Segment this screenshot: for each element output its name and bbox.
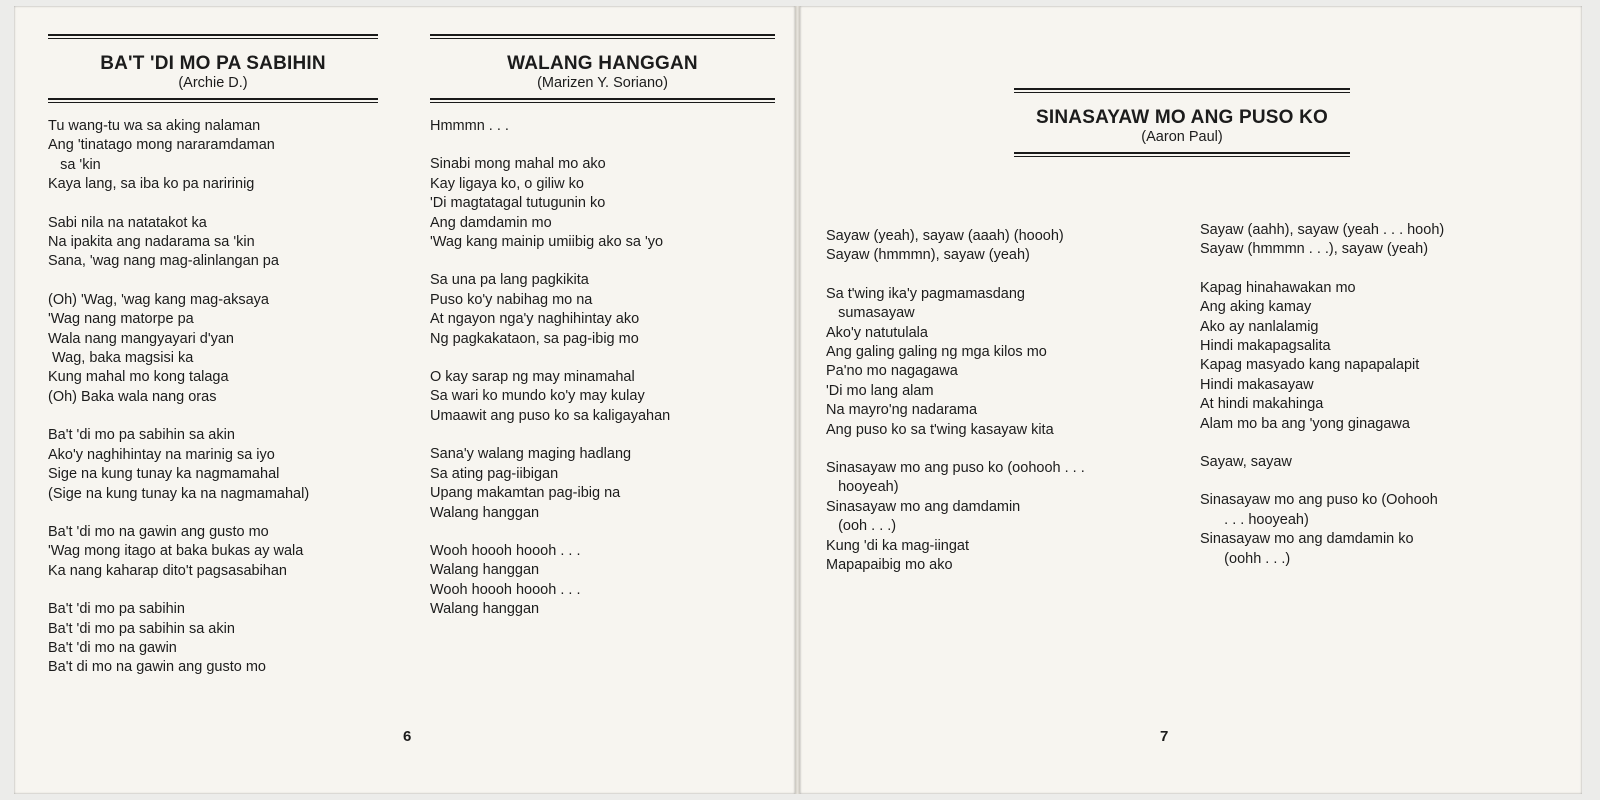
song-author: (Marizen Y. Soriano) <box>537 75 668 91</box>
lyric-line: Ako ay nanlalamig <box>1200 318 1319 335</box>
song-author: (Aaron Paul) <box>1141 129 1223 145</box>
lyric-line: Umaawit ang puso ko sa kaligayahan <box>430 407 671 424</box>
lyric-line: (Oh) Baka wala nang oras <box>48 388 217 405</box>
lyric-line: Ang 'tinatago mong nararamdaman <box>48 137 275 154</box>
lyric-line: Ba't 'di mo pa sabihin sa akin <box>48 427 235 444</box>
lyric-line: (Oh) 'Wag, 'wag kang mag-aksaya <box>48 291 269 308</box>
lyric-line: Ba't 'di mo pa sabihin <box>48 601 185 618</box>
song-title: SINASAYAW MO ANG PUSO KO <box>1036 107 1328 128</box>
lyric-line: Walang hanggan <box>430 562 540 579</box>
lyric-line: Kapag masyado kang napapalapit <box>1200 357 1420 374</box>
song-author: (Archie D.) <box>178 75 248 91</box>
lyric-line: Sayaw (hmmmn), sayaw (yeah) <box>826 247 1030 264</box>
lyric-line: Na mayro'ng nadarama <box>826 402 978 419</box>
title-rule-top <box>48 34 378 39</box>
title-rule-top <box>430 34 775 39</box>
lyric-line: Ba't 'di mo na gawin ang gusto mo <box>48 523 269 540</box>
song-title: BA'T 'DI MO PA SABIHIN <box>100 53 326 74</box>
song-walang-hanggan <box>430 34 775 639</box>
lyric-line: Sa wari ko mundo ko'y may kulay <box>430 388 645 405</box>
lyric-line: Walang hanggan <box>430 601 540 618</box>
stanza <box>1200 279 1570 434</box>
stanza <box>430 445 775 523</box>
lyric-line: Ng pagkakataon, sa pag-ibig mo <box>430 330 639 347</box>
lyric-line: Kaya lang, sa iba ko pa naririnig <box>48 176 255 193</box>
lyric-line: Na ipakita ang nadarama sa 'kin <box>48 234 255 251</box>
stanza <box>1200 221 1570 260</box>
lyric-line: At hindi makahinga <box>1200 396 1324 413</box>
lyric-line: Kung mahal mo kong talaga <box>48 369 229 386</box>
lyric-line: Ba't 'di mo na gawin <box>48 639 177 656</box>
stanza <box>430 542 775 620</box>
lyric-line: Sinasayaw mo ang damdamin <box>826 498 1021 515</box>
lyric-line: Ka nang kaharap dito't pagsasabihan <box>48 562 287 579</box>
lyric-line: Sana'y walang maging hadlang <box>430 446 632 463</box>
lyric-line: Ang aking kamay <box>1200 299 1312 316</box>
lyric-line: Sinasayaw mo ang damdamin ko <box>1200 531 1414 548</box>
lyric-line: Sa una pa lang pagkikita <box>430 272 589 289</box>
song-bat-di-mo-pa-sabihin <box>48 34 378 697</box>
lyric-line: Sayaw (yeah), sayaw (aaah) (hoooh) <box>826 228 1064 244</box>
lyric-line: Hindi makasayaw <box>1200 376 1314 393</box>
lyric-line: Ba't 'di mo pa sabihin sa akin <box>48 620 235 637</box>
lyric-line: Sinabi mong mahal mo ako <box>430 156 606 173</box>
title-rule-bottom <box>1014 152 1350 157</box>
stanza <box>48 117 378 195</box>
lyric-line: 'Wag kang mainip umiibig ako sa 'yo <box>430 234 664 251</box>
lyric-line: (oohh . . .) <box>1200 550 1291 567</box>
stanza <box>826 285 1196 440</box>
lyric-line: sumasayaw <box>826 305 915 322</box>
lyric-line: Sayaw (aahh), sayaw (yeah . . . hooh) <box>1200 222 1445 238</box>
stanza <box>430 271 775 349</box>
stanza <box>826 227 1196 266</box>
lyric-line: Kung 'di ka mag-iingat <box>826 537 970 554</box>
stanza <box>48 291 378 407</box>
lyric-line: Walang hanggan <box>430 504 540 521</box>
lyric-line: (Sige na kung tunay ka na nagmamahal) <box>48 485 310 502</box>
lyric-line: Kapag hinahawakan mo <box>1200 279 1356 296</box>
lyric-line: Wooh hoooh hoooh . . . <box>430 542 581 559</box>
stanza <box>826 459 1196 575</box>
lyric-line: Ako'y naghihintay na marinig sa iyo <box>48 446 275 463</box>
lyric-line: Hindi makapagsalita <box>1200 338 1331 355</box>
lyric-line: Puso ko'y nabihag mo na <box>430 291 593 308</box>
stanza <box>430 155 775 252</box>
title-rule-top <box>1014 88 1350 93</box>
stanza <box>48 523 378 581</box>
lyric-line: Sayaw (hmmmn . . .), sayaw (yeah) <box>1200 241 1429 258</box>
booklet-page-right <box>800 6 1582 794</box>
lyric-line: Ang damdamin mo <box>430 214 552 231</box>
lyric-line: Alam mo ba ang 'yong ginagawa <box>1200 415 1410 432</box>
song-title: WALANG HANGGAN <box>507 53 698 74</box>
lyric-line: Sayaw, sayaw <box>1200 454 1292 471</box>
lyric-line: Ang galing galing ng mga kilos mo <box>826 344 1047 361</box>
lyric-line: Sana, 'wag nang mag-alinlangan pa <box>48 253 279 270</box>
stanza <box>1200 453 1570 472</box>
lyric-line: Sa t'wing ika'y pagmamasdang <box>826 285 1025 302</box>
lyric-line: 'Di magtatagal tutugunin ko <box>430 195 606 212</box>
lyrics-body <box>430 117 775 620</box>
stanza <box>430 117 775 136</box>
stanza <box>430 368 775 426</box>
lyric-line: Ang puso ko sa t'wing kasayaw kita <box>826 421 1054 438</box>
lyric-line: Hmmmn . . . <box>430 118 509 134</box>
page-number-right: 7 <box>1160 728 1169 745</box>
lyric-line: Upang makamtan pag-ibig na <box>430 485 621 502</box>
title-rule-bottom <box>48 98 378 103</box>
lyrics-column-right <box>1200 221 1570 588</box>
lyric-line: At ngayon nga'y naghihintay ako <box>430 311 640 328</box>
lyric-line: Tu wang-tu wa sa aking nalaman <box>48 118 261 134</box>
song-header-sinasayaw <box>1014 88 1350 157</box>
lyric-line: Wala nang mangyayari d'yan <box>48 330 235 347</box>
lyric-line: Sinasayaw mo ang puso ko (Oohooh <box>1200 492 1438 509</box>
lyric-line: . . . hooyeah) <box>1200 511 1309 528</box>
title-rule-bottom <box>430 98 775 103</box>
lyric-line: O kay sarap ng may minamahal <box>430 369 635 386</box>
lyric-line: 'Di mo lang alam <box>826 382 934 399</box>
lyric-line: sa 'kin <box>48 156 101 173</box>
lyric-line: Sa ating pag-iibigan <box>430 465 559 482</box>
lyric-line: Ako'y natutulala <box>826 324 928 341</box>
lyric-line: Mapapaibig mo ako <box>826 557 953 574</box>
lyric-line: 'Wag mong itago at baka bukas ay wala <box>48 543 304 560</box>
stanza <box>48 426 378 504</box>
lyric-line: Sinasayaw mo ang puso ko (oohooh . . . <box>826 460 1085 477</box>
lyric-line: (ooh . . .) <box>826 518 897 535</box>
page-number-left: 6 <box>403 728 412 745</box>
lyric-line: Sige na kung tunay ka nagmamahal <box>48 466 280 483</box>
stanza <box>48 214 378 272</box>
booklet-page-left <box>14 6 795 794</box>
stanza <box>1200 491 1570 569</box>
lyric-line: Kay ligaya ko, o giliw ko <box>430 175 584 192</box>
stanza <box>48 600 378 678</box>
lyric-line: Wag, baka magsisi ka <box>48 350 194 367</box>
lyric-line: Ba't di mo na gawin ang gusto mo <box>48 659 266 676</box>
lyric-line: hooyeah) <box>826 479 899 496</box>
lyric-line: Sabi nila na natatakot ka <box>48 214 207 231</box>
lyric-line: 'Wag nang matorpe pa <box>48 311 194 328</box>
lyric-line: Wooh hoooh hoooh . . . <box>430 581 581 598</box>
lyric-line: Pa'no mo nagagawa <box>826 363 958 380</box>
lyrics-column-left <box>826 227 1196 595</box>
lyrics-body <box>48 117 378 678</box>
